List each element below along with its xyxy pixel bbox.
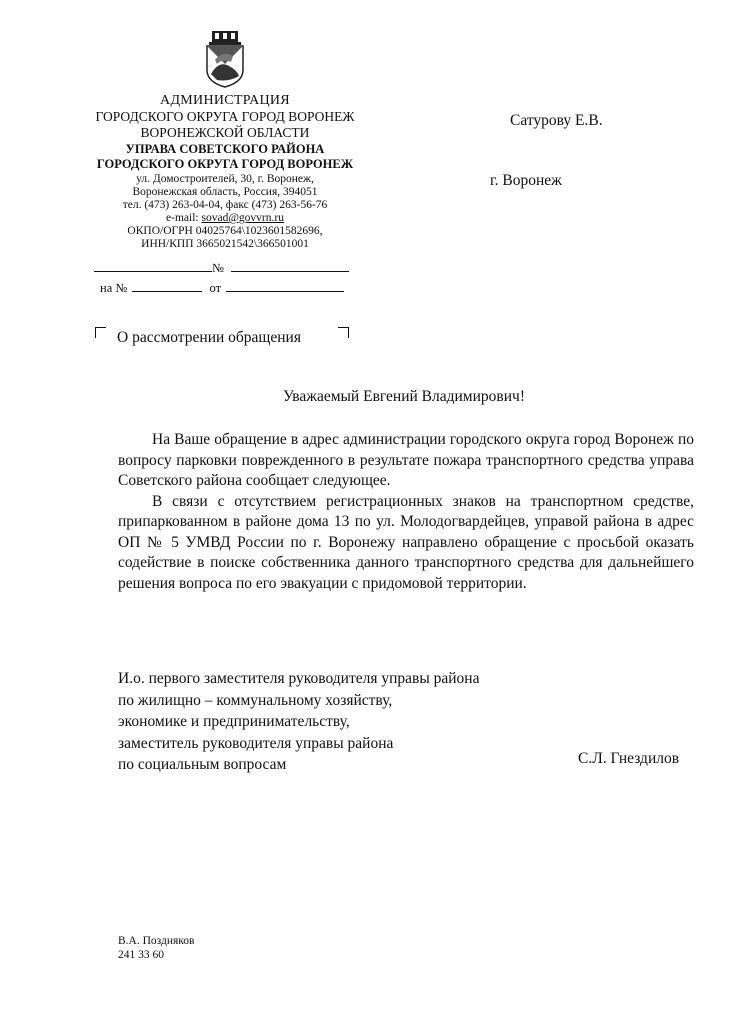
outgoing-number-row (94, 260, 349, 276)
addressee-name: Сатурову Е.В. (510, 112, 603, 129)
coat-of-arms-icon (203, 30, 247, 88)
dept-name-line: ГОРОДСКОГО ОКРУГА ГОРОД ВОРОНЕЖ (96, 157, 354, 171)
email-prefix: e-mail: (166, 212, 202, 224)
address-line: Воронежская область, Россия, 394051 (132, 186, 318, 198)
org-region-line: ВОРОНЕЖСКОЙ ОБЛАСТИ (140, 125, 310, 140)
executor-name: В.А. Поздняков (118, 935, 195, 947)
subject-bracket-right (338, 327, 349, 338)
dept-name-line: УПРАВА СОВЕТСКОГО РАЙОНА (125, 142, 325, 156)
org-name-line: АДМИНИСТРАЦИЯ (160, 93, 290, 108)
signature-title-line: заместитель руководителя управы района (118, 734, 394, 752)
addressee-city: г. Воронеж (490, 172, 562, 189)
signature-title-line: по жилищно – коммунальному хозяйству, (118, 691, 393, 709)
body-paragraph: В связи с отсутствием регистрационных знаков на транспортном средстве, припаркованном в районе дома 13 по ул. Молодогвардейцев, управой района в адрес ОП № 5 УМВД России по г. Воронежу направлено обращение с просьбой оказать содействие в поиске собственника данного транспортного средства для дальнейшего решения вопроса по его эвакуации с придомовой территории. (118, 492, 694, 592)
email-link[interactable]: sovad@govvrn.ru (201, 212, 284, 224)
executor-block (118, 934, 194, 962)
signature-title-line: по социальным вопросам (118, 756, 287, 773)
okpo-line: ОКПО/ОГРН 04025764\1023601582696, (127, 225, 323, 237)
org-name-line: ГОРОДСКОГО ОКРУГА ГОРОД ВОРОНЕЖ (95, 109, 355, 124)
phone-line: тел. (473) 263-04-04, факс (473) 263-56-76 (122, 199, 328, 211)
date-blank (94, 260, 212, 272)
signature-block (118, 668, 479, 776)
email-line (80, 212, 370, 226)
address-line: ул. Домостроителей, 30, г. Воронеж, (136, 173, 314, 185)
subject-line: О рассмотрении обращения (117, 329, 301, 346)
number-sign: № (212, 261, 224, 275)
subject-bracket-left (95, 327, 106, 338)
ref-number-blank (132, 280, 202, 292)
letter-body (118, 430, 694, 594)
executor-phone: 241 33 60 (118, 949, 164, 961)
ref-from: от (209, 281, 222, 295)
salutation: Уважаемый Евгений Владимирович! (283, 388, 525, 405)
signature-title-line: экономике и предпринимательству, (118, 713, 350, 730)
signature-title-line: И.о. первого заместителя руководителя управы района (118, 670, 480, 687)
body-paragraph: На Ваше обращение в адрес администрации городского округа город Воронеж по вопросу парковки поврежденного в результате пожара транспортного средства управа Советского района сообщает следующее. (118, 431, 694, 489)
number-blank (231, 260, 349, 272)
inn-line: ИНН/КПП 3665021542\366501001 (141, 238, 309, 250)
ref-date-blank (226, 280, 344, 292)
ref-prefix: на № (100, 281, 128, 295)
signer-name: С.Л. Гнездилов (578, 750, 680, 767)
reference-row (100, 280, 344, 296)
